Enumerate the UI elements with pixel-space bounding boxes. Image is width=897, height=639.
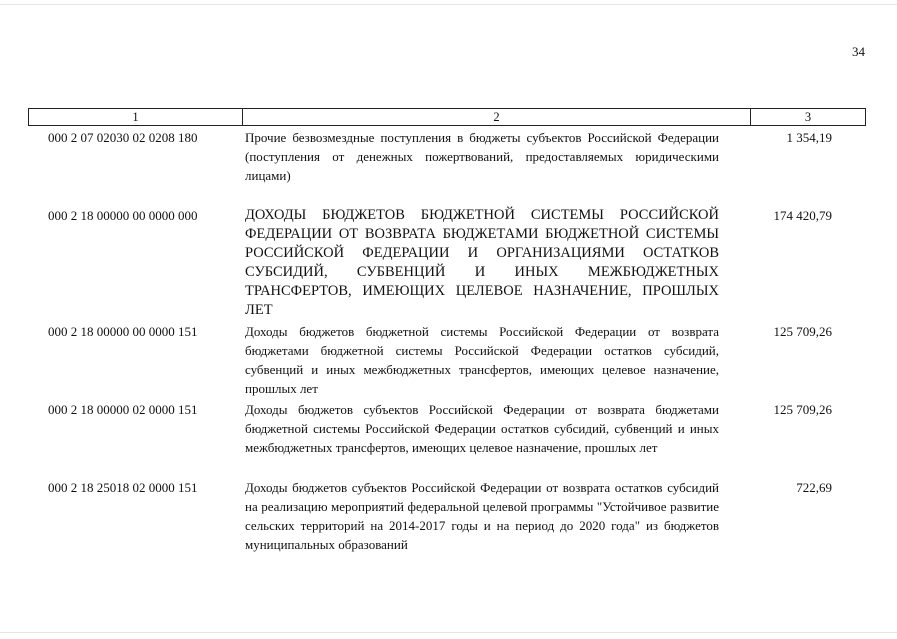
table-header (28, 108, 866, 126)
row-amount: 125 709,26 (773, 324, 832, 339)
row-code: 000 2 18 00000 02 0000 151 (48, 402, 198, 417)
header-col-code: 1 (29, 109, 243, 125)
row-code: 000 2 18 00000 00 0000 151 (48, 324, 198, 339)
row-code: 000 2 07 02030 02 0208 180 (48, 130, 198, 145)
row-amount: 722,69 (796, 480, 832, 495)
row-description: Доходы бюджетов субъектов Российской Федерации от возврата бюджетами бюджетной системы Российской Федерации остатков субсидий, субвенций и иных межбюджетных трансфертов, имеющих целевое назначение, прошлых лет (245, 402, 719, 455)
header-col-description: 2 (243, 109, 751, 125)
row-code: 000 2 18 00000 00 0000 000 (48, 208, 198, 223)
row-amount: 125 709,26 (773, 402, 832, 417)
scan-edge-bottom (0, 632, 897, 633)
row-description: ДОХОДЫ БЮДЖЕТОВ БЮДЖЕТНОЙ СИСТЕМЫ РОССИЙСКОЙ ФЕДЕРАЦИИ ОТ ВОЗВРАТА БЮДЖЕТАМИ БЮДЖЕТНОЙ СИСТЕМЫ РОССИЙСКОЙ ФЕДЕРАЦИИ И ОРГАНИЗАЦИЯМИ ОСТАТКОВ СУБСИДИЙ, СУБВЕНЦИЙ И ИНЫХ МЕЖБЮДЖЕТНЫХ ТРАНСФЕРТОВ, ИМЕЮЩИХ ЦЕЛЕВОЕ НАЗНАЧЕНИЕ, ПРОШЛЫХ ЛЕТ (245, 207, 719, 318)
page-number: 34 (852, 44, 865, 59)
row-amount: 1 354,19 (786, 130, 832, 145)
row-description: Прочие безвозмездные поступления в бюджеты субъектов Российской Федерации (поступления от денежных пожертвований, предоставляемых юридическими лицами) (245, 130, 719, 183)
row-description: Доходы бюджетов бюджетной системы Российской Федерации от возврата бюджетами бюджетной системы Российской Федерации остатков субсидий, субвенций и иных межбюджетных трансфертов, имеющих целевое назначение, прошлых лет (245, 324, 719, 396)
row-amount: 174 420,79 (773, 208, 832, 223)
scan-edge-top (0, 4, 897, 5)
row-code: 000 2 18 25018 02 0000 151 (48, 480, 198, 495)
row-description: Доходы бюджетов субъектов Российской Федерации от возврата остатков субсидий на реализацию мероприятий федеральной целевой программы "Устойчивое развитие сельских территорий на 2014-2017 годы и на период до 2020 года" из бюджетов муниципальных образований (245, 480, 719, 552)
header-col-amount: 3 (804, 109, 812, 124)
